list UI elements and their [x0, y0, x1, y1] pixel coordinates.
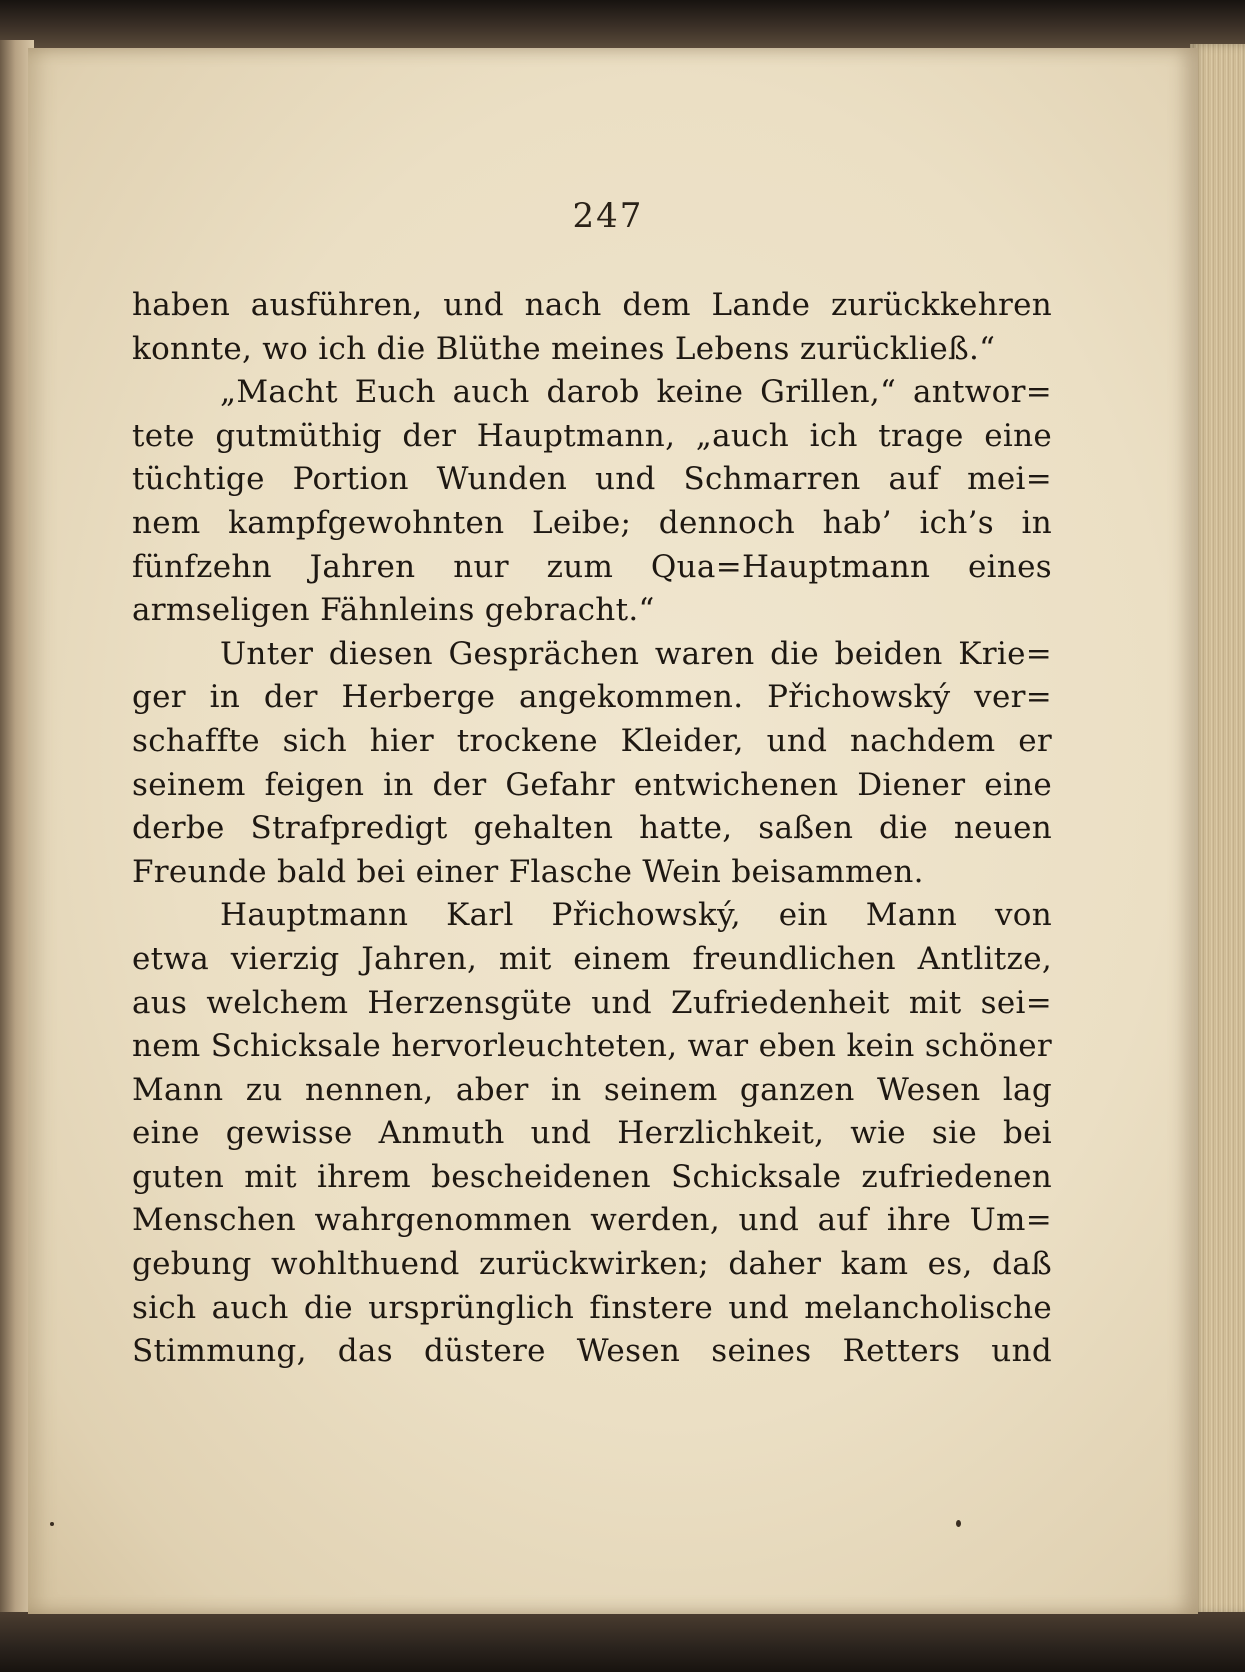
book-cover-top-edge — [0, 0, 1245, 48]
text-line: derbe Strafpredigt gehalten hatte, saßen die neuen — [132, 810, 1052, 847]
text-line: eine gewisse Anmuth und Herzlichkeit, wie sie bei — [132, 1115, 1052, 1152]
text-line: Stimmung, das düstere Wesen seines Retters und — [132, 1333, 1052, 1370]
text-line: Hauptmann Karl Přichowský, ein Mann von — [220, 897, 1052, 934]
text-line: nem Schicksale hervorleuchteten, war eben kein schöner — [132, 1028, 1052, 1065]
text-line: aus welchem Herzensgüte und Zufriedenheit mit sei= — [132, 984, 1052, 1021]
text-line: konnte, wo ich die Blüthe meines Lebens zurückließ.“ — [132, 330, 996, 367]
text-line: „Macht Euch auch darob keine Grillen,“ antwor= — [220, 374, 1052, 411]
text-line: Menschen wahrgenommen werden, und auf ihre Um= — [132, 1202, 1052, 1239]
text-line: etwa vierzig Jahren, mit einem freundlichen Antlitze, — [132, 940, 1052, 977]
body-text — [132, 284, 1052, 1374]
paper-speck — [50, 1522, 54, 1526]
text-line: seinem feigen in der Gefahr entwichenen Diener eine — [132, 766, 1052, 803]
text-line: ger in der Herberge angekommen. Přichowský ver= — [132, 679, 1052, 716]
book-cover-bottom-edge — [0, 1612, 1245, 1672]
text-line: schaffte sich hier trockene Kleider, und nachdem er — [132, 722, 1052, 759]
text-line: Mann zu nennen, aber in seinem ganzen Wesen lag — [132, 1071, 1052, 1108]
page-stack-edge — [1190, 44, 1245, 1614]
text-line: tüchtige Portion Wunden und Schmarren auf mei= — [132, 461, 1052, 498]
text-line: tete gutmüthig der Hauptmann, „auch ich trage eine — [132, 417, 1052, 454]
text-line: Unter diesen Gesprächen waren die beiden Krie= — [220, 635, 1052, 672]
text-line: haben ausführen, und nach dem Lande zurückkehren — [132, 287, 1052, 323]
book-page — [28, 48, 1198, 1614]
text-line: guten mit ihrem bescheidenen Schicksale zufriedenen — [132, 1158, 1052, 1195]
text-line: sich auch die ursprünglich finstere und melancholische — [132, 1289, 1052, 1326]
text-line: Freunde bald bei einer Flasche Wein beisammen. — [132, 853, 924, 890]
paper-speck — [956, 1520, 961, 1527]
page-number: 247 — [572, 196, 644, 236]
text-line: nem kampfgewohnten Leibe; dennoch hab’ ich’s in — [132, 504, 1052, 541]
text-line: fünfzehn Jahren nur zum Qua=Hauptmann eines — [132, 548, 1052, 585]
text-line: gebung wohlthuend zurückwirken; daher kam es, daß — [132, 1246, 1052, 1283]
text-line: armseligen Fähnleins gebracht.“ — [132, 592, 655, 629]
